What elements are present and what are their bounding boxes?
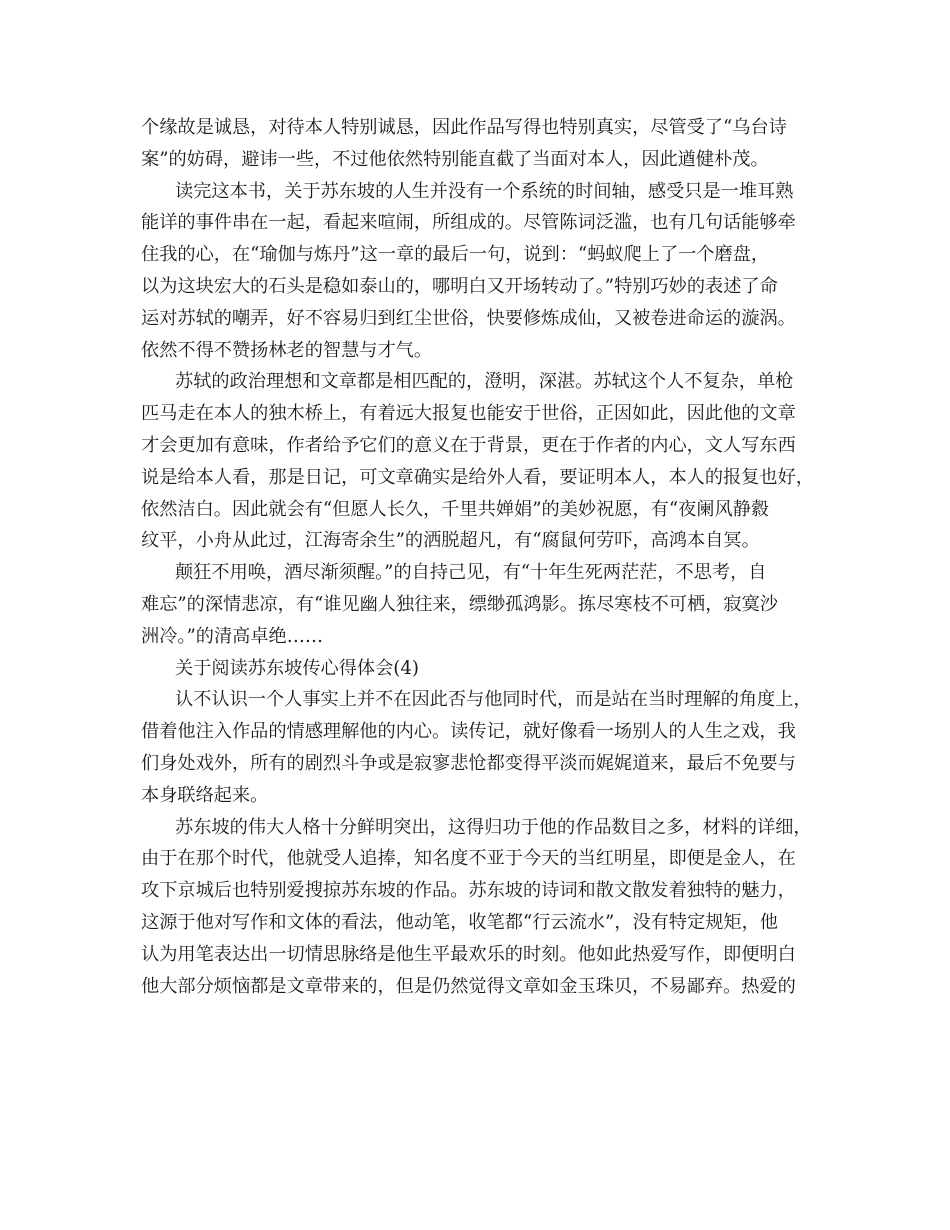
text-line: 攻下京城后也特别爱搜掠苏东坡的作品。苏东坡的诗词和散文散发着独特的魅力， xyxy=(141,880,796,902)
text-line: 本身联络起来。 xyxy=(141,784,269,806)
text-line: 关于阅读苏东坡传心得体会(4) xyxy=(175,657,420,679)
text-line: 个缘故是诚恳，对待本人特别诚恳，因此作品写得也特别真实，尽管受了“乌台诗 xyxy=(141,117,787,138)
text-line: 说是给本人看，那是日记，可文章确实是给外人看，要证明本人，本人的报复也好， xyxy=(141,466,814,488)
text-line: 以为这块宏大的石头是稳如泰山的，哪明白又开场转动了。”特别巧妙的表述了命 xyxy=(141,275,778,297)
text-line: 们身处戏外，所有的剧烈斗争或是寂寥悲怆都变得平淡而娓娓道来，最后不免要与 xyxy=(141,752,796,774)
text-line: 纹平，小舟从此过，江海寄余生”的洒脱超凡，有“腐鼠何劳吓，高鸿本自冥。 xyxy=(141,530,760,552)
text-line: 才会更加有意味，作者给予它们的意义在于背景，更在于作者的内心，文人写东西 xyxy=(141,434,796,456)
text-line: 借着他注入作品的情感理解他的内心。读传记，就好像看一场别人的人生之戏，我 xyxy=(141,721,796,743)
text-line: 苏东坡的伟大人格十分鲜明突出，这得归功于他的作品数目之多，材料的详细， xyxy=(175,816,812,838)
text-line: 匹马走在本人的独木桥上，有着远大报复也能安于世俗，正因如此，因此他的文章 xyxy=(141,403,796,425)
text-line: 依然洁白。因此就会有“但愿人长久，千里共婵娟”的美妙祝愿，有“夜阑风静縠 xyxy=(141,498,770,520)
text-line: 能详的事件串在一起，看起来喧闹，所组成的。尽管陈词泛滥，也有几句话能够牵 xyxy=(141,212,796,234)
text-line: 运对苏轼的嘲弄，好不容易归到红尘世俗，快要修炼成仙，又被卷进命运的漩涡。 xyxy=(141,307,796,329)
text-line: 认不认识一个人事实上并不在因此否与他同时代，而是站在当时理解的角度上， xyxy=(175,689,812,711)
text-line: 苏轼的政治理想和文章都是相匹配的，澄明，深湛。苏轼这个人不复杂，单枪 xyxy=(175,371,794,393)
text-line: 由于在那个时代，他就受人追捧，知名度不亚于今天的当红明星，即便是金人，在 xyxy=(141,848,796,870)
text-line: 住我的心，在“瑜伽与炼丹”这一章的最后一句，说到：“蚂蚁爬上了一个磨盘， xyxy=(141,244,770,266)
text-line: 依然不得不赞扬林老的智慧与才气。 xyxy=(141,339,433,361)
text-line: 难忘”的深情悲凉，有“谁见幽人独往来，缥缈孤鸿影。拣尽寒枝不可栖，寂寞沙 xyxy=(141,593,778,615)
text-line: 颠狂不用唤，酒尽渐须醒。”的自持己见，有“十年生死两茫茫，不思考，自 xyxy=(175,562,767,584)
text-line: 这源于他对写作和文体的看法，他动笔，收笔都“行云流水”，没有特定规矩，他 xyxy=(141,911,778,933)
text-line: 认为用笔表达出一切情思脉络是他生平最欢乐的时刻。他如此热爱写作，即便明白 xyxy=(141,943,796,965)
text-line: 读完这本书，关于苏东坡的人生并没有一个系统的时间轴，感受只是一堆耳熟 xyxy=(175,180,794,202)
document-body xyxy=(141,112,831,1002)
text-line: 案”的妨碍，避讳一些，不过他依然特别能直截了当面对本人，因此遒健朴茂。 xyxy=(141,148,769,170)
text-line: 他大部分烦恼都是文章带来的，但是仍然觉得文章如金玉珠贝，不易鄙弃。热爱的 xyxy=(141,975,796,997)
text-line: 洲冷。”的清高卓绝…… xyxy=(141,625,324,647)
